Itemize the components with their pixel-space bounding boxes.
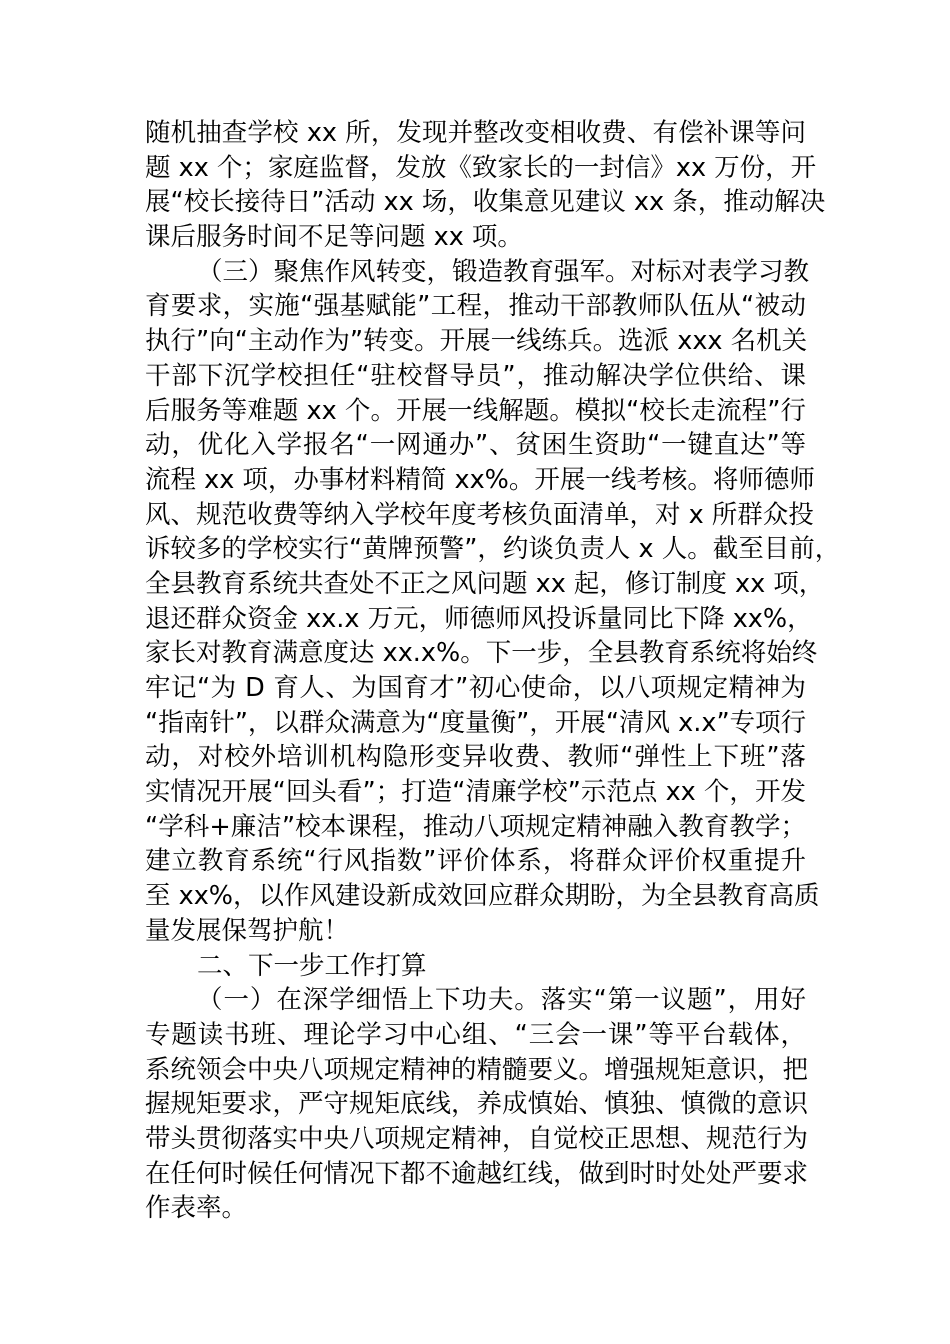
text-line: 全县教育系统共查处不正之风问题 xx 起，修订制度 xx 项， <box>145 568 825 599</box>
text-line: 风、规范收费等纳入学校年度考核负面清单，对 x 所群众投 <box>145 499 814 530</box>
paragraph <box>145 949 806 984</box>
text-line: 至 xx%，以作风建设新成效回应群众期盼，为全县教育高质 <box>145 881 820 912</box>
text-line: “学科+廉洁”校本课程，推动八项规定精神融入教育教学； <box>145 811 806 842</box>
text-line: 牢记“为 D 育人、为国育才”初心使命，以八项规定精神为 <box>145 673 806 703</box>
text-line: 随机抽查学校 xx 所，发现并整改变相收费、有偿补课等问 <box>145 118 806 148</box>
text-line: 退还群众资金 xx.x 万元，师德师风投诉量同比下降 xx%， <box>145 603 813 634</box>
text-line: 专题读书班、理论学习中心组、“三会一课”等平台载体， <box>145 1019 806 1050</box>
paragraph <box>145 255 841 949</box>
text-line: 系统领会中央八项规定精神的精髓要义。增强规矩意识，把 <box>145 1054 809 1085</box>
text-line: 在任何时候任何情况下都不逾越红线，做到时时处处严要求 <box>145 1158 809 1189</box>
paragraph <box>145 983 809 1226</box>
text-line: 二、下一步工作打算 <box>197 950 427 981</box>
text-line: 建立教育系统“行风指数”评价体系，将群众评价权重提升 <box>145 846 806 877</box>
text-line: （一）在深学细悟上下功夫。落实“第一议题”，用好 <box>197 985 806 1016</box>
text-line: 动，对校外培训机构隐形变异收费、教师“弹性上下班”落 <box>145 742 806 773</box>
text-line: 干部下沉学校担任“驻校督导员”，推动解决学位供给、课 <box>145 360 806 391</box>
paragraph <box>145 116 826 255</box>
text-line: 实情况开展“回头看”；打造“清廉学校”示范点 xx 个，开发 <box>145 777 806 808</box>
text-line: 题 xx 个；家庭监督，发放《致家长的一封信》xx 万份，开 <box>145 152 817 183</box>
text-line: （三）聚焦作风转变，锻造教育强军。对标对表学习教 <box>197 256 810 287</box>
text-line: 握规矩要求，严守规矩底线，养成慎始、慎独、慎微的意识 <box>145 1089 809 1120</box>
text-line: 流程 xx 项，办事材料精简 xx%。开展一线考核。将师德师 <box>145 464 815 495</box>
text-line: 作表率。 <box>145 1193 248 1224</box>
text-line: 执行”向“主动作为”转变。开展一线练兵。选派 xxx 名机关 <box>145 326 808 357</box>
text-line: 育要求，实施“强基赋能”工程，推动干部教师队伍从“被动 <box>145 291 806 322</box>
text-line: 展“校长接待日”活动 xx 场，收集意见建议 xx 条，推动解决 <box>145 187 826 218</box>
text-line: 后服务等难题 xx 个。开展一线解题。模拟“校长走流程”行 <box>145 395 806 426</box>
text-line: 动，优化入学报名“一网通办”、贫困生资助“一键直达”等 <box>145 430 806 461</box>
text-line: 课后服务时间不足等问题 xx 项。 <box>145 222 523 253</box>
text-line: 量发展保驾护航！ <box>145 915 350 946</box>
document-body <box>145 116 841 1226</box>
text-line: 诉较多的学校实行“黄牌预警”，约谈负责人 x 人。截至目前， <box>145 534 841 565</box>
text-line: “指南针”，以群众满意为“度量衡”，开展“清风 x.x”专项行 <box>145 707 807 738</box>
text-line: 家长对教育满意度达 xx.x%。下一步，全县教育系统将始终 <box>145 638 818 669</box>
text-line: 带头贯彻落实中央八项规定精神，自觉校正思想、规范行为 <box>145 1123 809 1154</box>
